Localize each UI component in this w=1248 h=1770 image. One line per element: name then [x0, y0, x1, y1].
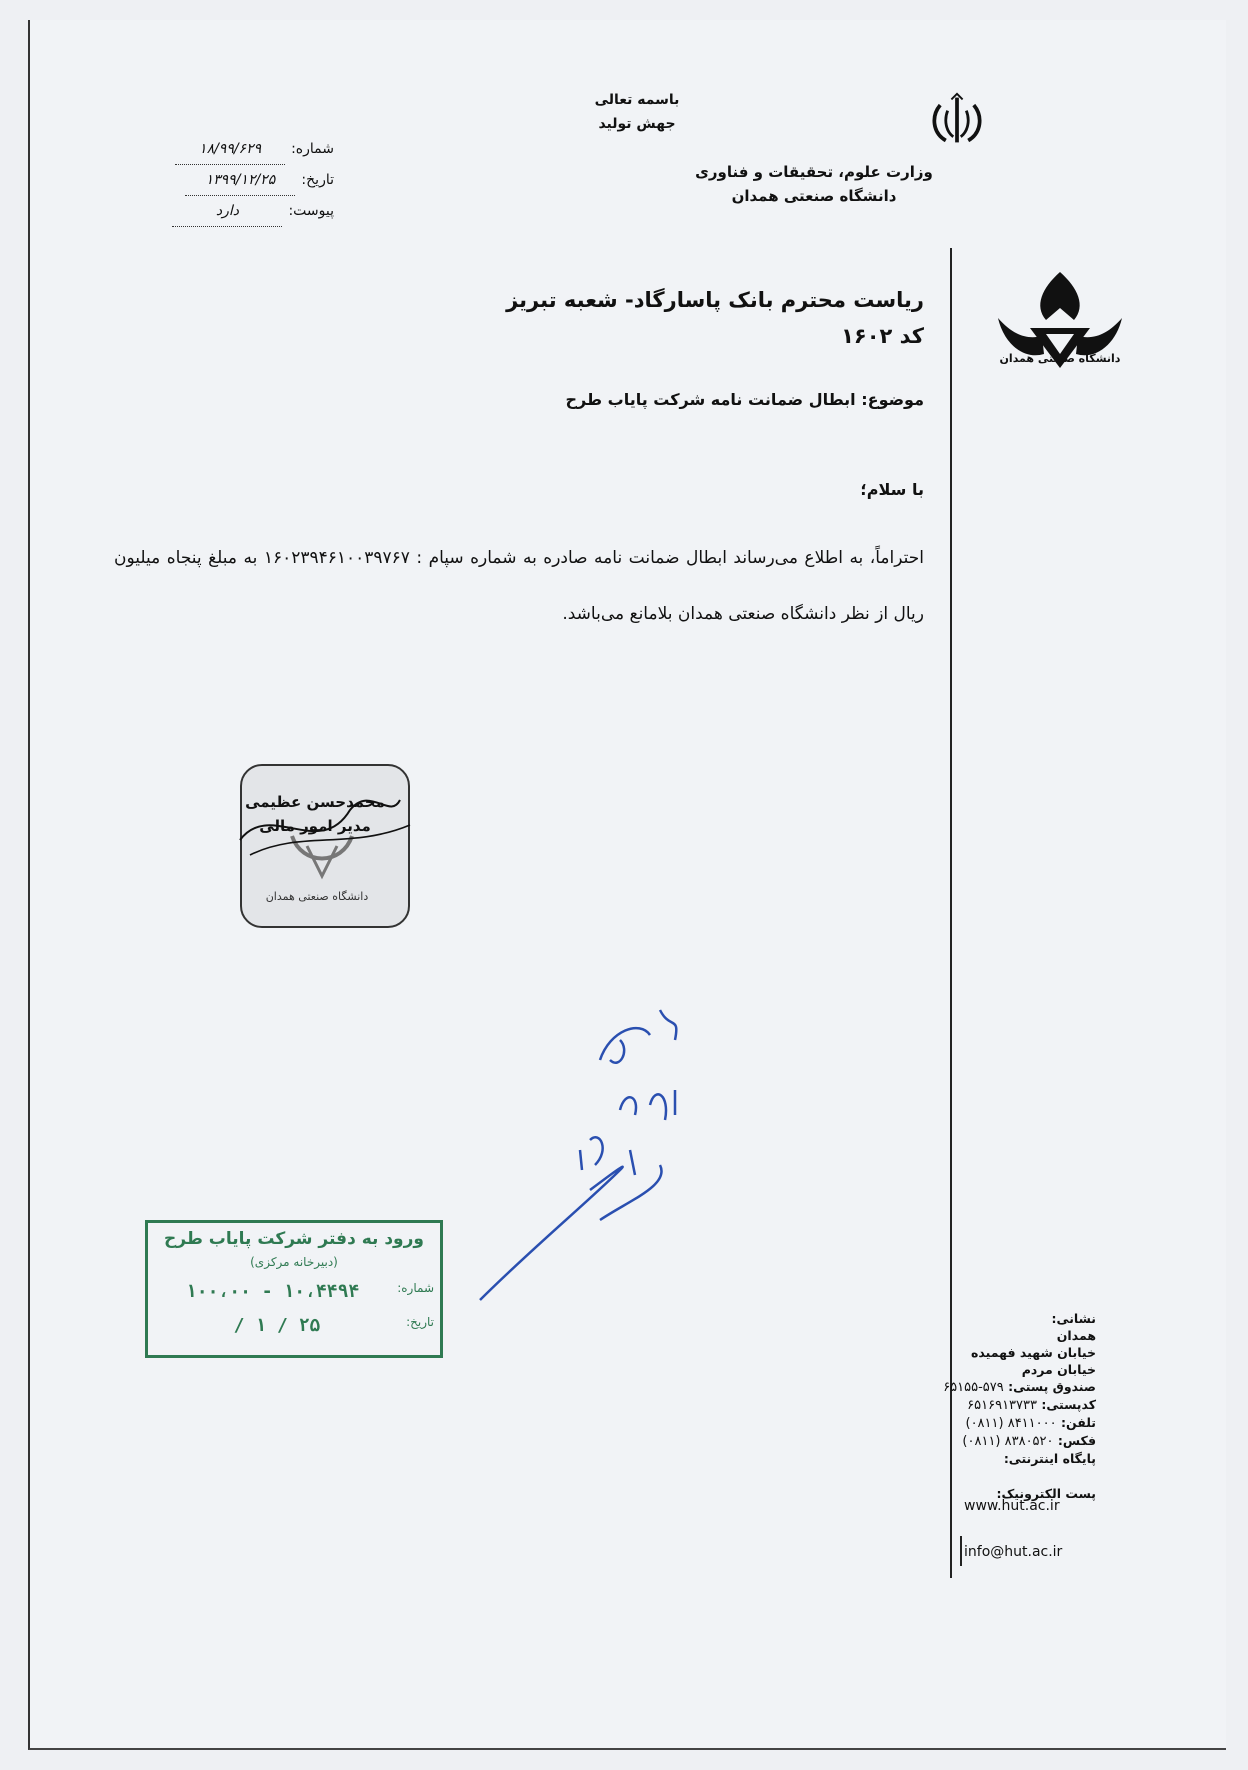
meta-attachment — [134, 196, 334, 227]
phone-value: (۰۸۱۱) ۸۴۱۱۰۰۰ — [965, 1416, 1057, 1431]
entry-date-value: ۲۵ / ۱ / — [233, 1315, 321, 1336]
signatory-title: مدیر امور مالی — [259, 817, 371, 835]
recipient — [404, 282, 924, 354]
phone — [896, 1414, 1096, 1432]
fax — [896, 1432, 1096, 1450]
address-city: همدان — [1056, 1328, 1096, 1343]
ministry-header — [664, 160, 964, 208]
entry-stamp-subtitle: (دبیرخانه مرکزی) — [250, 1255, 338, 1269]
ministry-name: وزارت علوم، تحقیقات و فناوری — [695, 163, 933, 181]
date-label: تاریخ: — [301, 172, 334, 188]
email-label: پست الکترونیک: — [996, 1486, 1096, 1501]
recipient-line-2: کد ۱۶۰۲ — [841, 324, 924, 348]
fax-label: فکس: — [1057, 1433, 1096, 1448]
university-logo-icon — [990, 248, 1130, 398]
letter-body: احتراماً، به اطلاع می‌رساند ابطال ضمانت نامه صادره به شماره سپام : ۱۶۰۲۳۹۴۶۱۰۰۳۹۷۶۷ به مبلغ پنجاه میلیون ریال از نظر دانشگاه صنعتی همدان بلامانع می‌باشد. — [114, 548, 924, 624]
greeting: با سلام؛ — [860, 480, 924, 499]
entry-number-value: ۱۰،۴۴۹۴ - ۱۰۰،۰۰ — [185, 1281, 360, 1302]
address-label: نشانی: — [1051, 1311, 1096, 1326]
letter-meta — [134, 134, 334, 227]
letter-page — [28, 20, 1226, 1750]
number-label: شماره: — [291, 141, 334, 157]
entry-stamp — [145, 1220, 443, 1358]
signature-scribble-icon — [230, 780, 420, 870]
meta-number — [134, 134, 334, 165]
fax-value: (۰۸۱۱) ۸۳۸۰۵۲۰ — [962, 1434, 1054, 1449]
website-link[interactable]: www.hut.ac.ir — [964, 1498, 1060, 1514]
signatory-name: محمدحسن عظیمی — [245, 793, 385, 811]
seal-text: دانشگاه صنعتی همدان — [265, 890, 369, 903]
entry-number-label: شماره: — [397, 1281, 434, 1295]
recipient-line-1: ریاست محترم بانک پاسارگاد- شعبه تبریز — [506, 288, 924, 312]
website-label: پایگاه اینترنتی: — [1003, 1451, 1096, 1466]
address-street-2: خیابان مردم — [1021, 1362, 1096, 1377]
entry-date-label: تاریخ: — [406, 1315, 434, 1329]
meta-date — [134, 165, 334, 196]
motto — [562, 88, 712, 136]
address-block — [896, 1310, 1096, 1502]
letter-subject: موضوع: ابطال ضمانت نامه شرکت پایاب طرح — [565, 390, 924, 409]
motto-line-2: جهش تولید — [598, 116, 676, 132]
number-value: ۱۸/۹۹/۶۲۹ — [175, 134, 285, 165]
motto-line-1: باسمه تعالی — [594, 92, 680, 108]
iran-emblem-icon — [928, 92, 986, 148]
po-box — [896, 1378, 1096, 1396]
postal-code — [896, 1396, 1096, 1414]
handwritten-annotation-icon — [470, 1000, 730, 1320]
entry-stamp-title: ورود به دفتر شرکت پایاب طرح — [164, 1229, 424, 1249]
email-link[interactable]: info@hut.ac.ir — [964, 1544, 1063, 1560]
logo-caption: دانشگاه صنعتی همدان — [999, 352, 1121, 365]
phone-label: تلفن: — [1060, 1415, 1096, 1430]
postal-label: کدپستی: — [1041, 1397, 1096, 1412]
entry-stamp-date — [158, 1315, 434, 1336]
po-box-value: ۶۵۱۵۵-۵۷۹ — [943, 1380, 1004, 1395]
postal-value: ۶۵۱۶۹۱۳۷۳۳ — [967, 1398, 1037, 1413]
attachment-label: پیوست: — [288, 203, 334, 219]
university-name: دانشگاه صنعتی همدان — [731, 187, 897, 205]
attachment-value: دارد — [172, 196, 282, 227]
po-box-label: صندوق پستی: — [1008, 1379, 1096, 1394]
address-street-1: خیابان شهید فهمیده — [971, 1345, 1096, 1360]
entry-stamp-number — [158, 1281, 434, 1302]
date-value: ۱۳۹۹/۱۲/۲۵ — [185, 165, 295, 196]
